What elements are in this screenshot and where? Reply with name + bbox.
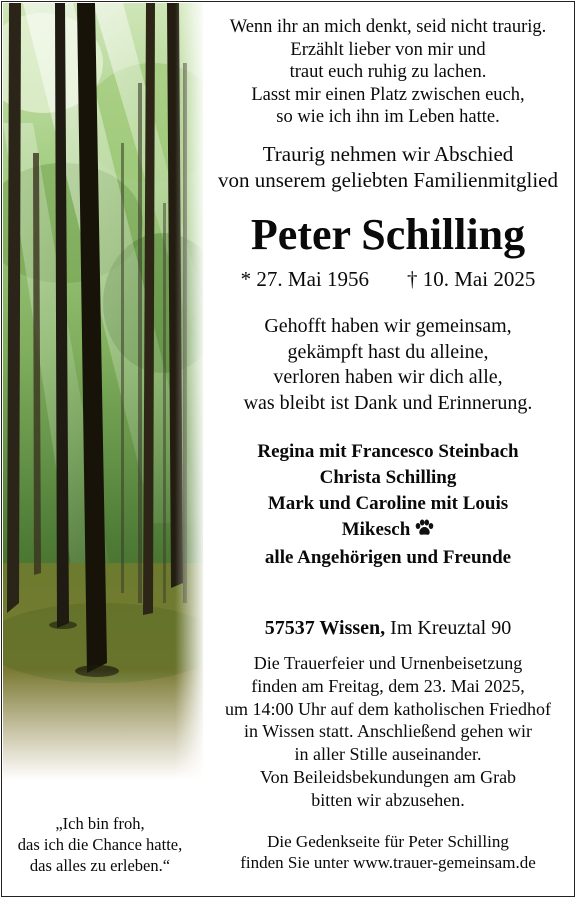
mourner: Mikesch bbox=[341, 519, 411, 540]
quote-line: „Ich bin froh, bbox=[55, 814, 145, 833]
closing-quote bbox=[3, 813, 197, 876]
memorial-line: Die Gedenkseite für Peter Schilling bbox=[267, 832, 509, 851]
quote-line: das ich die Chance hatte, bbox=[17, 835, 183, 854]
farewell-intro bbox=[200, 141, 576, 193]
address-city: 57537 Wissen, bbox=[264, 617, 386, 639]
memorial-link: finden Sie unter www.trauer-gemeinsam.de bbox=[240, 853, 536, 872]
poem2-line: gekämpft hast du alleine, bbox=[287, 340, 489, 363]
poem-line: so wie ich ihn im Leben hatte. bbox=[276, 107, 500, 127]
poem-line: Wenn ihr an mich denkt, seid nicht traurig. bbox=[229, 17, 547, 37]
poem2-line: was bleibt ist Dank und Erinnerung. bbox=[243, 391, 533, 414]
death-date: † 10. Mai 2025 bbox=[407, 267, 536, 291]
forest-photo bbox=[3, 3, 203, 780]
service-line: Die Trauerfeier und Urnenbeisetzung bbox=[253, 653, 523, 673]
mourners-list bbox=[200, 439, 576, 571]
quote-line: das alles zu erleben.“ bbox=[29, 856, 171, 875]
service-line: in aller Stille auseinander. bbox=[294, 744, 482, 765]
service-line: bitten wir abzusehen. bbox=[311, 789, 465, 810]
second-poem bbox=[200, 314, 576, 416]
address bbox=[200, 615, 576, 641]
poem2-line: Gehofft haben wir gemeinsam, bbox=[264, 315, 512, 337]
life-dates bbox=[200, 265, 576, 293]
intro-line: Traurig nehmen wir Abschied bbox=[262, 142, 514, 166]
service-info bbox=[200, 652, 576, 812]
poem2-line: verloren haben wir dich alle, bbox=[273, 366, 503, 388]
memorial-page-info bbox=[200, 831, 576, 873]
address-street: Im Kreuztal 90 bbox=[390, 617, 512, 639]
mourner: Mark und Caroline mit Louis bbox=[267, 493, 509, 514]
service-line: in Wissen statt. Anschließend gehen wir bbox=[244, 721, 532, 742]
service-line: finden am Freitag, dem 23. Mai 2025, bbox=[251, 675, 525, 696]
mourner: Regina mit Francesco Steinbach bbox=[257, 441, 519, 462]
poem-line: Lasst mir einen Platz zwischen euch, bbox=[251, 84, 525, 105]
poem-line: traut euch ruhig zu lachen. bbox=[289, 62, 487, 82]
mourner: alle Angehörigen und Freunde bbox=[264, 547, 512, 568]
mourner: Christa Schilling bbox=[319, 467, 457, 488]
opening-poem bbox=[200, 16, 576, 129]
paw-icon bbox=[414, 519, 434, 545]
service-line: Von Beileidsbekundungen am Grab bbox=[259, 766, 517, 787]
birth-date: * 27. Mai 1956 bbox=[240, 267, 369, 291]
poem-line: Erzählt lieber von mir und bbox=[290, 39, 486, 60]
deceased-name: Peter Schilling bbox=[250, 210, 526, 259]
service-line: um 14:00 Uhr auf dem katholischen Friedhof bbox=[225, 698, 551, 719]
intro-line: von unserem geliebten Familienmitglied bbox=[217, 168, 558, 192]
mourner-with-pet bbox=[200, 517, 576, 545]
